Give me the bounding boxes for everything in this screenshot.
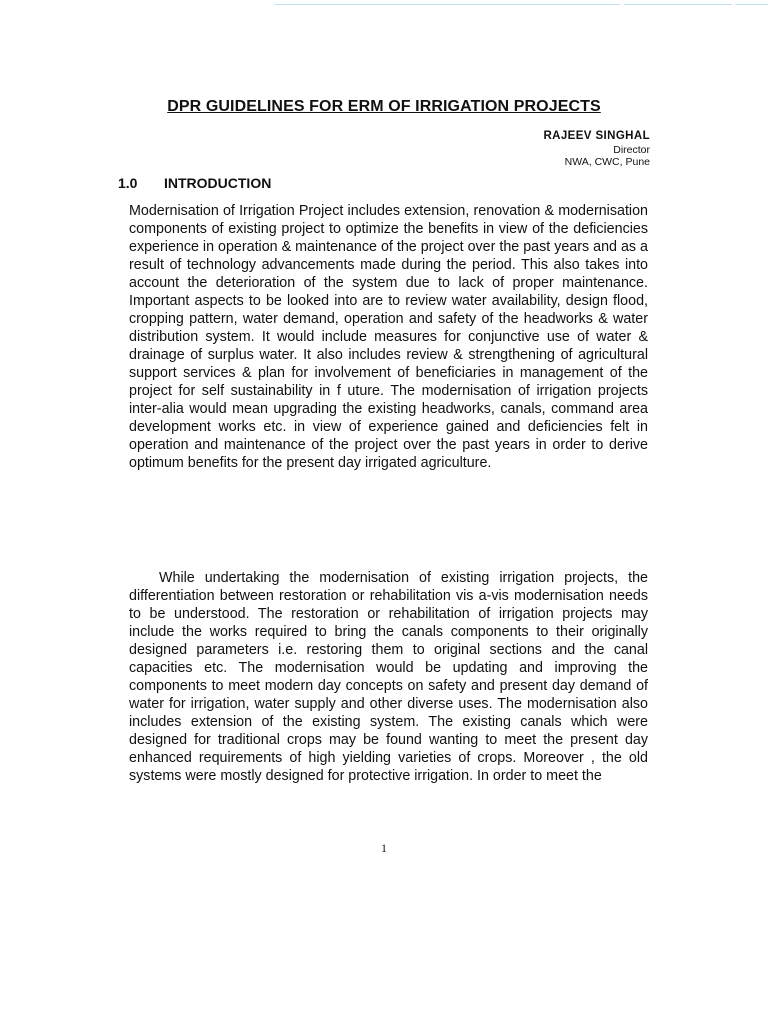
body-paragraph: Modernisation of Irrigation Project includes extension, renovation & modernisation components of existing project to optimize the benefits in view of the deficiencies experience in operation & maintenance of the project over the past years and as a result of technology advancements made during the period. This also takes into account the deterioration of the system due to lack of proper maintenance. Important aspects to be looked into are to review water availability, design flood, cropping pattern, water demand, operation and safety of the headworks & water distribution system. It would include measures for conjunctive use of water & drainage of surplus water. It also includes review & strengthening of agricultural support services & plan for involvement of beneficiaries in management of the project for self sustainability in f uture. The modernisation of irrigation projects inter-alia would mean upgrading the existing headworks, canals, command area development works etc. in view of experience gained and deficiencies felt in operation and maintenance of the project over the past years in order to derive optimum benefits for the present day irrigated agriculture. <box>129 203 648 471</box>
body-paragraph: While undertaking the modernisation of existing irrigation projects, the differentiation between restoration or rehabilitation vis a-vis modernisation needs to be understood. The restoration or rehabilitation of irrigation projects may include the works required to bring the canals components to their originally designed parameters i.e. restoring them to original sections and the canal capacities etc. The modernisation would be updating and improving the components to meet modern day concepts on safety and present day demand of water for irrigation, water supply and other diverse uses. The modernisation also includes extension of the existing system. The existing canals which were designed for traditional crops may be found wanting to meet the present day enhanced requirements of high yielding varieties of crops. Moreover , the old systems were mostly designed for protective irrigation. In order to meet the <box>129 570 648 784</box>
top-divider-line <box>274 4 620 5</box>
author-block <box>543 128 650 168</box>
top-divider-line <box>735 4 768 5</box>
author-name: RAJEEV SINGHAL <box>543 130 650 142</box>
section-number: 1.0 <box>118 175 138 191</box>
section-title: INTRODUCTION <box>164 175 272 191</box>
document-title: DPR GUIDELINES FOR ERM OF IRRIGATION PROJECTS <box>167 98 601 115</box>
page-number: 1 <box>381 841 387 855</box>
top-divider-line <box>624 4 732 5</box>
author-organization: NWA, CWC, Pune <box>564 156 650 168</box>
section-heading <box>118 175 271 191</box>
author-role: Director <box>613 144 650 156</box>
